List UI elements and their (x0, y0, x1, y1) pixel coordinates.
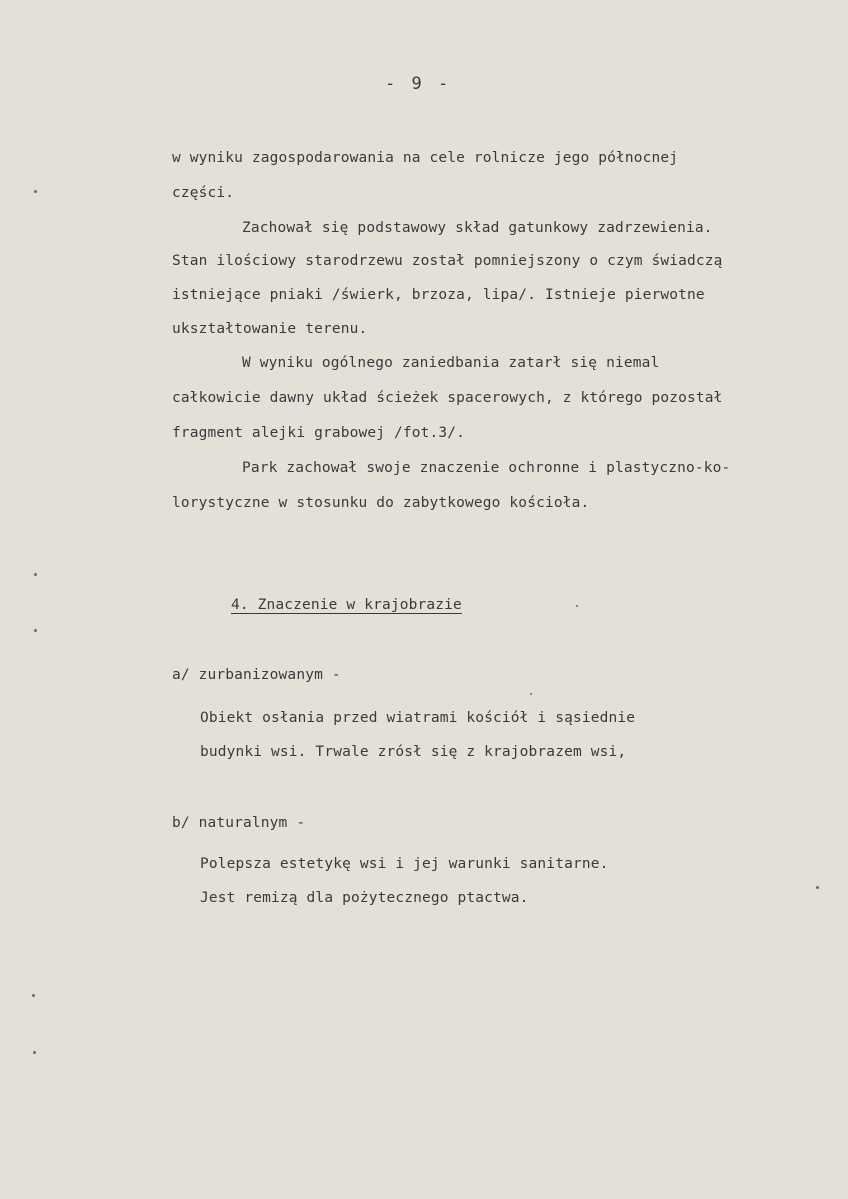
text-line: budynki wsi. Trwale zrósł się z krajobrazem wsi, (200, 744, 627, 760)
text-line: Park zachował swoje znaczenie ochronne i plastyczno-ko- (242, 460, 731, 476)
text-line: fragment alejki grabowej /fot.3/. (172, 425, 466, 441)
text-line: w wyniku zagospodarowania na cele rolnicze jego północnej (172, 150, 679, 166)
text-line: Stan ilościowy starodrzewu został pomniejszony o czym świadczą (172, 253, 723, 269)
text-line: Jest remizą dla pożytecznego ptactwa. (200, 890, 529, 906)
scan-speck (576, 605, 578, 607)
page-number: - 9 - (385, 74, 452, 94)
text-line: całkowicie dawny układ ścieżek spacerowych, z którego pozostał (172, 390, 723, 406)
scan-speck (33, 1051, 36, 1054)
item-label-a: a/ zurbanizowanym - (172, 667, 341, 683)
text-line: W wyniku ogólnego zaniedbania zatarł się niemal (242, 355, 660, 371)
text-line: ukształtowanie terenu. (172, 321, 368, 337)
text-line: Zachował się podstawowy skład gatunkowy zadrzewienia. (242, 220, 713, 236)
scan-speck (32, 994, 35, 997)
scan-speck (530, 693, 532, 695)
text-line: istniejące pniaki /świerk, brzoza, lipa/. Istnieje pierwotne (172, 287, 705, 303)
text-line: lorystyczne w stosunku do zabytkowego kościoła. (172, 495, 590, 511)
section-heading: 4. Znaczenie w krajobrazie (231, 597, 462, 613)
scan-speck (34, 573, 37, 576)
scan-speck (816, 886, 819, 889)
scan-speck (34, 629, 37, 632)
item-label-b: b/ naturalnym - (172, 815, 306, 831)
text-line: Polepsza estetykę wsi i jej warunki sanitarne. (200, 856, 609, 872)
text-line: Obiekt osłania przed wiatrami kościół i sąsiednie (200, 710, 636, 726)
scan-speck (34, 190, 37, 193)
text-line: części. (172, 185, 235, 201)
